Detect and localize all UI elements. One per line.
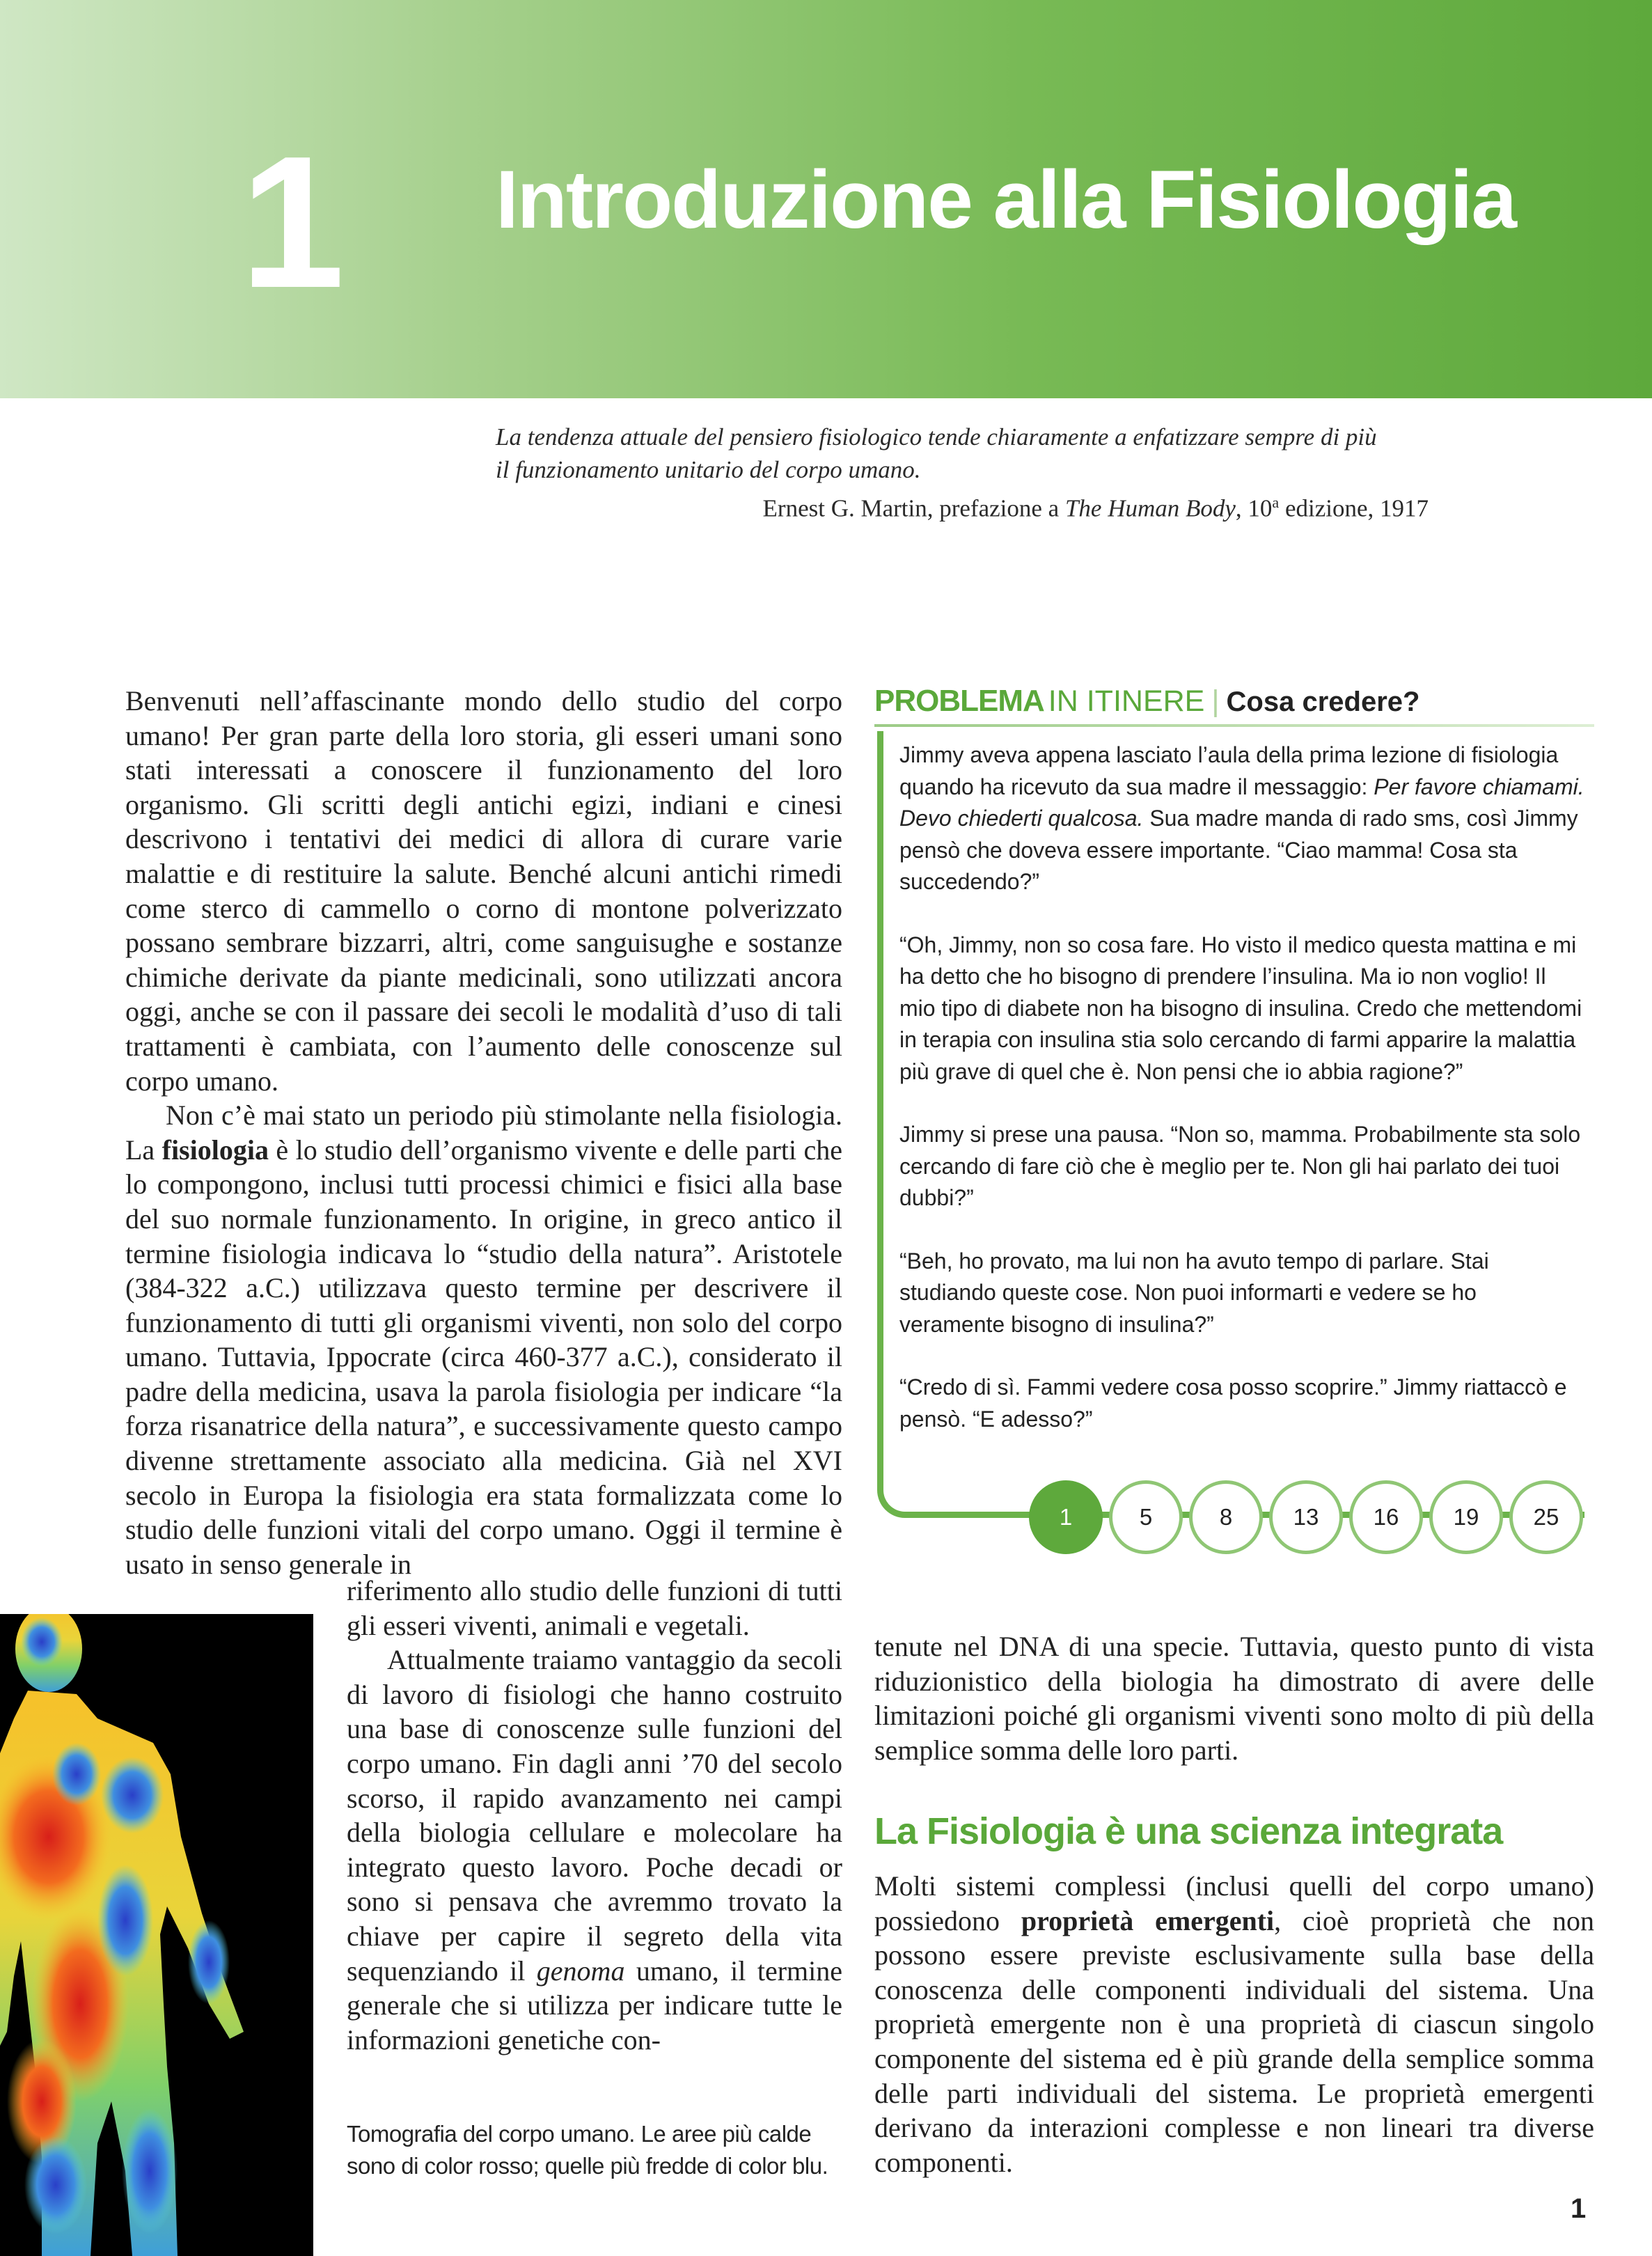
problem-page-marker[interactable]: 8 [1189,1480,1263,1554]
attribution-book: The Human Body [1064,494,1236,522]
paragraph-reductionism: tenute nel DNA di una specie. Tuttavia, questo punto di vista riduzionistico della biologia ha dimostrato di avere delle limitazioni poiché gli organismi viventi sono molto di più della semplice somma delle loro parti. [874,1631,1594,1766]
right-column-continuation [874,1629,1594,1767]
problem-heading-word1: PROBLEMA [874,684,1044,718]
left-column-bottom [347,1574,842,2057]
problem-page-marker[interactable]: 13 [1269,1480,1343,1554]
term-fisiologia: fisiologia [162,1134,269,1166]
problem-box [874,684,1594,1579]
problem-page-marker[interactable]: 1 [1029,1480,1103,1554]
paragraph-physiology [125,1098,842,1581]
right-column-section [874,1869,1594,2179]
chapter-header-banner [0,0,1652,398]
problem-heading-title: Cosa credere? [1226,687,1420,717]
s1-rest: , cioè proprietà che non possono essere previste esclusivamente sulla base della conoscenza delle componenti individuali del sistema. Una proprietà emergente non è una proprietà di ciascun singolo componente del sistema ed è più grande della semplice somma delle parti individuali del sistema. Le proprietà emergenti derivano da interazioni complesse e non lineari tra diverse componenti. [874,1904,1595,2178]
paragraph-intro: Benvenuti nell’affascinante mondo dello studio del corpo umano! Per gran parte della loro storia, gli esseri umani sono stati interessati a conoscere il funzionamento del loro organismo. Gli scritti degli antichi egizi, indiani e cinesi descrivono i tentativi dei medici di allora di curare varie malattie e di restituire la salute. Benché alcuni antichi rimedi come sterco di cammello o corno di montone polverizzato possano sembrare bizzarri, altri, come sanguisughe e sostanze chimiche derivate da piante medicinali, sono utilizzati ancora oggi, anche se con il passare dei secoli le modalità d’uso di tali trattamenti è cambiata, con l’aumento delle conoscenze sul corpo umano. [125,685,842,1097]
problem-paragraph-3: Jimmy si prese una pausa. “Non so, mamma. Probabilmente sta solo cercando di fare ciò che è meglio per te. Non gli hai parlato dei tuoi dubbi?” [899,1122,1581,1210]
left-column-top [125,684,842,1581]
caption-line2: sono di color rosso; quelle più fredde di color blu. [347,2153,828,2179]
term-emergent-properties: proprietà emergenti [1021,1904,1275,1936]
problem-heading-rule [874,724,1594,727]
s1-start: Molti sistemi complessi (inclusi quelli del corpo umano) possiedono [874,1870,1594,1936]
attribution-prefix: Ernest G. Martin, prefazione a [762,494,1065,522]
problem-page-marker[interactable]: 16 [1349,1480,1423,1554]
problem-paragraph-4: “Beh, ho provato, ma lui non ha avuto tempo di parlare. Stai studiando queste cose. Non puoi informarti e vedere se ho veramente bisogno di insulina?” [899,1248,1489,1337]
problem-page-marker[interactable]: 25 [1509,1480,1583,1554]
problem-paragraph-1 [899,739,1584,898]
problem-page-marker[interactable]: 19 [1429,1480,1503,1554]
caption-line1: Tomografia del corpo umano. Le aree più calde [347,2121,812,2147]
epigraph-quote-line2: il funzionamento unitario del corpo umano. [496,456,921,483]
problem-heading-separator: | [1211,684,1220,718]
epigraph-attribution [496,486,1429,525]
body-thermogram-illustration [0,1614,313,2256]
problem-p1-end: Sua madre manda di rado sms, così Jimmy pensò che doveva essere importante. “Ciao mamma! Cosa sta succedendo?” [899,806,1578,894]
problem-paragraph-2: “Oh, Jimmy, non so cosa fare. Ho visto il medico questa mattina e mi ha detto che ho bisogno di prendere l’insulina. Ma io non voglio! Il mio tipo di diabete non ha bisogno di insulina. Credo che mettendomi in terapia con insulina stia solo cercando di farmi apparire la malattia più grave di quel che è. Non pensi che io abbia ragione?” [899,932,1582,1084]
thermography-image [0,1614,313,2256]
p3-start: Attualmente traiamo vantaggio da secoli di lavoro di fisiologi che hanno costruito una base di conoscenze sulle funzioni del corpo umano. Fin dagli anni ’70 del secolo scorso, il rapido avanzamento nei campi della biologia cellulare e molecolare ha integrato questo lavoro. Poche decadi or sono si pensava che avremmo trovato la chiave per capire il segreto della vita sequenziando il [347,1644,842,1987]
p2-rest: è lo studio dell’organismo vivente e delle parti che lo compongono, inclusi tutti processi chimici e fisici alla base del suo normale funzionamento. In origine, in greco antico il termine fisiologia indicava lo “studio della natura”. Aristotele (384-322 a.C.) utilizzava questo termine per descrivere il funzionamento di tutti gli organismi viventi, non solo del corpo umano. Tuttavia, Ippocrate (circa 460-377 a.C.), considerato il padre della medicina, usava la parola fisiologia per indicare “la forza risanatrice della natura”, e successivamente questo campo divenne strettamente associato alla medicina. Già nel XVI secolo in Europa la fisiologia era stata formalizzata come lo studio delle funzioni vitali del corpo umano. Oggi il termine è usato in senso generale in [125,1134,843,1580]
p2-start: Non c’è mai stato un periodo più stimolante nella fisiologia. La [125,1099,842,1166]
paragraph-emergent-properties [874,1869,1594,2179]
term-genoma: genoma [536,1955,625,1987]
problem-heading [874,684,1419,719]
paragraph-genome [347,1643,842,2057]
problem-text [899,739,1584,1466]
section-heading: La Fisiologia è una scienza integrata [874,1810,1503,1852]
attribution-suffix: edizione, 1917 [1279,494,1429,522]
p3-end: umano, il termine generale che si utilizza per indicare tutte le informazioni genetiche con- [347,1955,843,2055]
chapter-title: Introduzione alla Fisiologia [496,154,1516,246]
problem-heading-word2: IN ITINERE [1048,684,1205,718]
problem-page-marker[interactable]: 5 [1109,1480,1183,1554]
epigraph-quote-line1: La tendenza attuale del pensiero fisiologico tende chiaramente a enfatizzare sempre di più [496,423,1377,451]
page-number: 1 [1571,2193,1587,2224]
attribution-edition: , 10 [1235,494,1273,522]
problem-p1-message: Per favore chiamami. Devo chiederti qualcosa. [899,774,1584,831]
problem-p1-start: Jimmy aveva appena lasciato l’aula della prima lezione di fisiologia quando ha ricevuto da sua madre il messaggio: [899,742,1559,799]
paragraph-physiology-cont: riferimento allo studio delle funzioni di tutti gli esseri viventi, animali e vegetali. [347,1575,842,1641]
attribution-edition-sup: a [1272,494,1280,511]
epigraph [496,421,1429,525]
chapter-number: 1 [240,118,345,327]
figure-caption [347,2118,848,2182]
problem-paragraph-5: “Credo di sì. Fammi vedere cosa posso scoprire.” Jimmy riattaccò e pensò. “E adesso?” [899,1374,1567,1432]
